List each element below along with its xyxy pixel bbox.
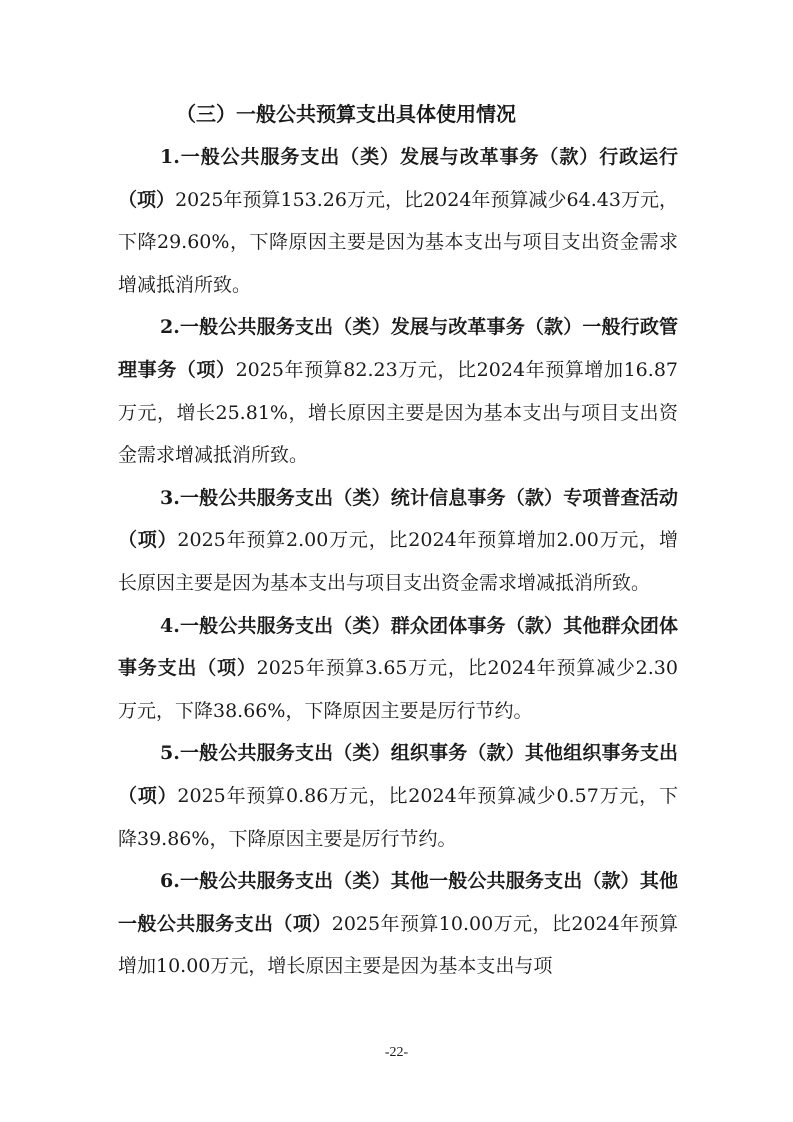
paragraph-3 xyxy=(118,477,678,605)
paragraph-1-body: 2025年预算153.26万元，比2024年预算减少64.43万元，下降29.60%，下降原因主要是因为基本支出与项目支出资金需求增减抵消所致。 xyxy=(118,188,678,296)
paragraph-2-lead: 2.一般公共服务支出（类）发展与改革事务（款）一般行政管理事务（项） xyxy=(118,316,678,381)
paragraph-1 xyxy=(118,136,678,306)
paragraph-6-lead: 6.一般公共服务支出（类）其他一般公共服务支出（款）其他一般公共服务支出（项） xyxy=(118,870,678,935)
section-heading: （三）一般公共预算支出具体使用情况 xyxy=(176,102,516,126)
paragraph-4-body: 2025年预算3.65万元，比2024年预算减少2.30万元，下降38.66%，下降原因主要是厉行节约。 xyxy=(118,657,678,722)
page-body xyxy=(118,92,678,988)
paragraph-5 xyxy=(118,732,678,860)
page-number: -22- xyxy=(384,1045,409,1060)
paragraph-3-body: 2025年预算2.00万元，比2024年预算增加2.00万元，增长原因主要是因为基本支出与项目支出资金需求增减抵消所致。 xyxy=(118,529,678,594)
paragraph-4 xyxy=(118,605,678,733)
paragraph-4-lead: 4.一般公共服务支出（类）群众团体事务（款）其他群众团体事务支出（项） xyxy=(118,614,678,680)
paragraph-3-lead: 3.一般公共服务支出（类）统计信息事务（款）专项普查活动（项） xyxy=(118,486,678,552)
paragraph-6 xyxy=(118,860,678,988)
paragraph-1-lead: 1.一般公共服务支出（类）发展与改革事务（款）行政运行（项） xyxy=(118,146,678,211)
paragraph-2-body: 2025年预算82.23万元，比2024年预算增加16.87万元，增长25.81%，增长原因主要是因为基本支出与项目支出资金需求增减抵消所致。 xyxy=(118,358,678,467)
paragraph-5-lead: 5.一般公共服务支出（类）组织事务（款）其他组织事务支出（项） xyxy=(118,742,678,807)
paragraph-2 xyxy=(118,306,678,476)
paragraph-5-body: 2025年预算0.86万元，比2024年预算减少0.57万元，下降39.86%，下降原因主要是厉行节约。 xyxy=(118,784,678,850)
paragraph-6-body: 2025年预算10.00万元，比2024年预算增加10.00万元，增长原因主要是因为基本支出与项 xyxy=(118,912,678,978)
